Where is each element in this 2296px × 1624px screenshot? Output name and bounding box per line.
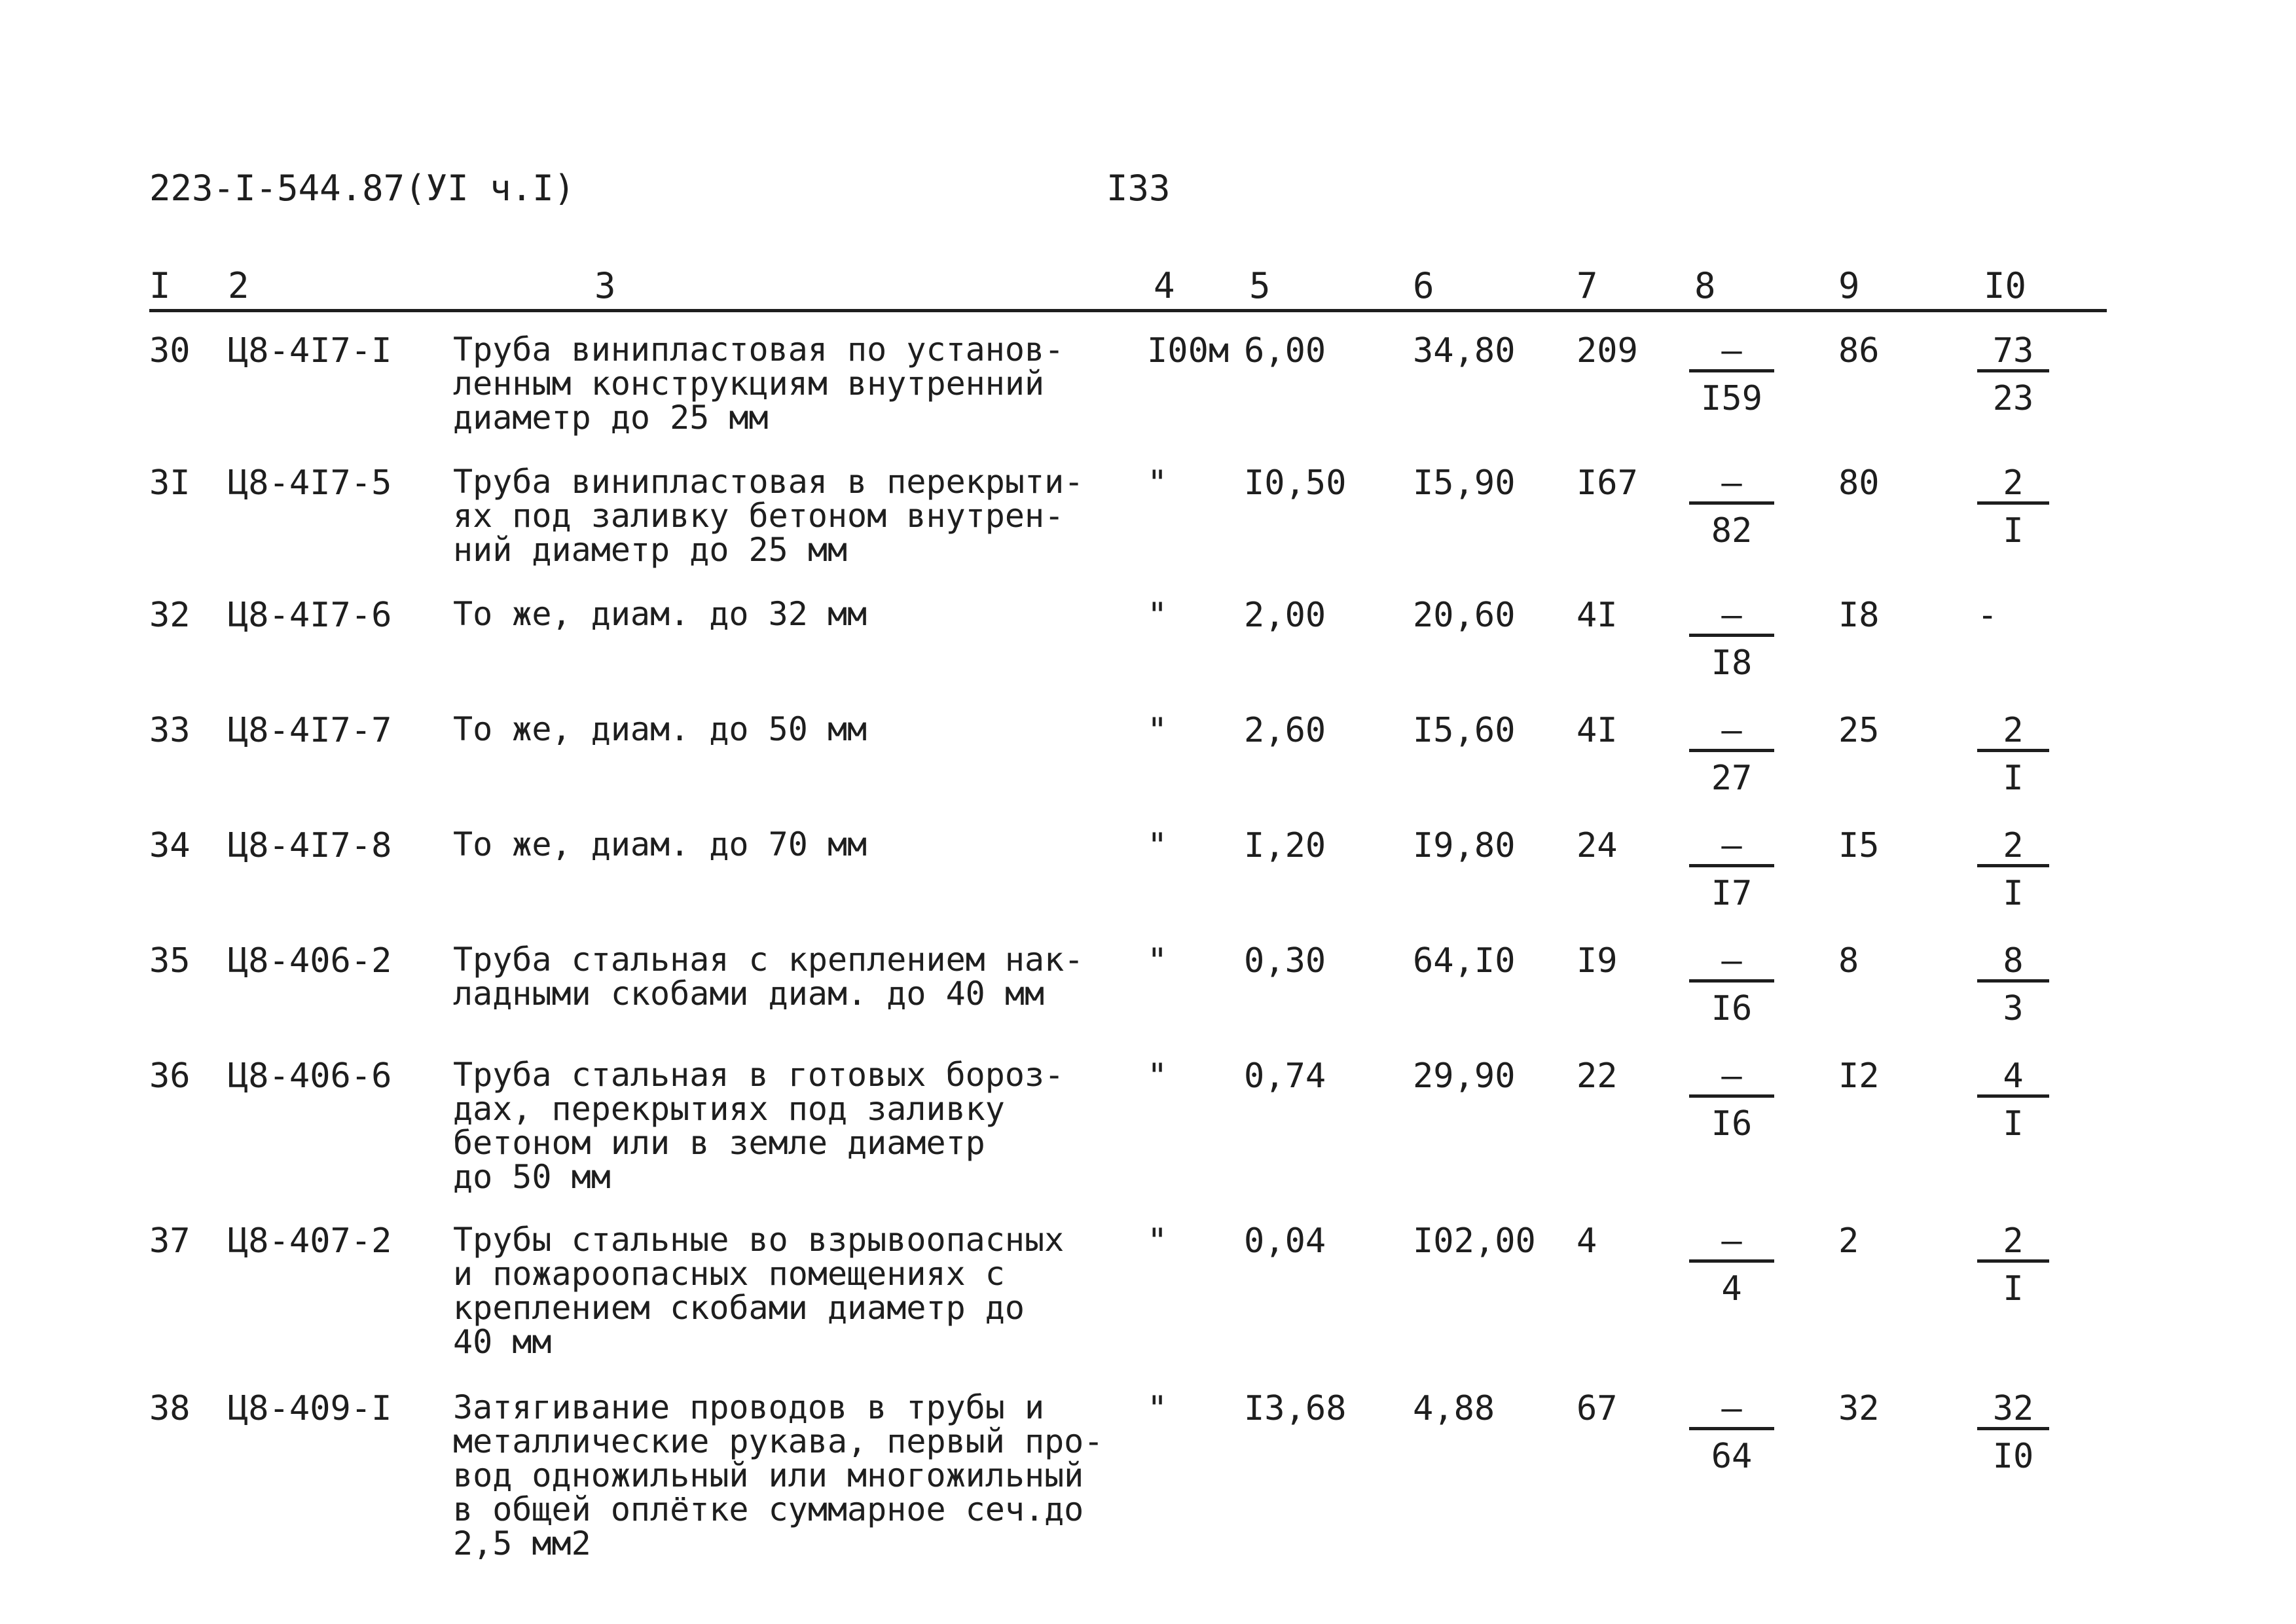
column-number: I0 xyxy=(1984,265,2027,306)
total-cell: 4I xyxy=(1576,711,1618,750)
fraction-numerator: – xyxy=(1689,712,1774,752)
row-number: 32 xyxy=(149,596,191,635)
row-number: 33 xyxy=(149,711,191,750)
total-cell: 67 xyxy=(1576,1389,1618,1428)
fraction-numerator: 4 xyxy=(1977,1058,2049,1098)
total-cell: 24 xyxy=(1576,826,1618,865)
description-line: То же, диам. до 70 мм xyxy=(453,825,867,863)
unit-cell: " xyxy=(1147,1056,1168,1096)
fraction-denominator: I59 xyxy=(1701,379,1762,418)
description-line: металлические рукава, первый про- xyxy=(453,1422,1104,1460)
column-number: 3 xyxy=(594,265,616,306)
description-line: диаметр до 25 мм xyxy=(453,399,769,437)
document-code: 223-I-544.87(УI ч.I) xyxy=(149,168,575,209)
col9-cell: 8 xyxy=(1838,941,1859,981)
quantity-cell: 6,00 xyxy=(1244,331,1326,370)
col9-cell: I8 xyxy=(1838,596,1880,635)
quantity-cell: I,20 xyxy=(1244,826,1326,865)
unit-price-cell: 64,I0 xyxy=(1413,941,1516,981)
quantity-cell: 2,60 xyxy=(1244,711,1326,750)
quantity-cell: 0,30 xyxy=(1244,941,1326,981)
description-line: Трубы стальные во взрывоопасных xyxy=(453,1221,1065,1259)
description-line: Труба стальная в готовых бороз- xyxy=(453,1056,1065,1094)
fraction-numerator: – xyxy=(1689,1390,1774,1430)
description-line: до 50 мм xyxy=(453,1158,611,1196)
fraction-col10 xyxy=(1977,1390,2049,1475)
total-cell: 4I xyxy=(1576,596,1618,635)
fraction-denominator: 27 xyxy=(1711,759,1753,798)
fraction-denominator: 64 xyxy=(1711,1437,1753,1476)
unit-cell: " xyxy=(1147,463,1168,503)
quantity-cell: 0,74 xyxy=(1244,1056,1326,1096)
unit-price-cell: 34,80 xyxy=(1413,331,1516,370)
quantity-cell: I3,68 xyxy=(1244,1389,1347,1428)
fraction-numerator: – xyxy=(1689,943,1774,983)
fraction-denominator: I6 xyxy=(1711,989,1753,1028)
column-number: 2 xyxy=(228,265,249,306)
unit-price-cell: I02,00 xyxy=(1413,1221,1536,1261)
page-number: I33 xyxy=(1106,168,1171,209)
work-description xyxy=(453,943,1147,1011)
fraction-col8 xyxy=(1689,712,1774,797)
fraction-denominator: 4 xyxy=(1721,1269,1742,1308)
col9-cell: I2 xyxy=(1838,1056,1880,1096)
header-rule xyxy=(149,309,2107,312)
fraction-numerator: – xyxy=(1689,465,1774,505)
description-line: ленным конструкциям внутренний xyxy=(453,365,1045,403)
row-number: 35 xyxy=(149,941,191,981)
work-description xyxy=(453,827,1147,861)
fraction-denominator: I xyxy=(2003,1269,2024,1308)
description-line: креплением скобами диаметр до xyxy=(453,1289,1025,1327)
fraction-denominator: I xyxy=(2003,759,2024,798)
unit-cell: I00м xyxy=(1147,331,1230,370)
quantity-cell: 0,04 xyxy=(1244,1221,1326,1261)
work-description xyxy=(453,1223,1147,1359)
column-number: 8 xyxy=(1694,265,1716,306)
fraction-numerator: 8 xyxy=(1977,943,2049,983)
fraction-col8 xyxy=(1689,1390,1774,1475)
quantity-cell: 2,00 xyxy=(1244,596,1326,635)
price-code: Ц8-406-6 xyxy=(228,1056,392,1096)
fraction-numerator: 73 xyxy=(1977,333,2049,372)
fraction-denominator: 3 xyxy=(2003,989,2024,1028)
fraction-numerator: – xyxy=(1689,1223,1774,1263)
col9-cell: 32 xyxy=(1838,1389,1880,1428)
unit-price-cell: 29,90 xyxy=(1413,1056,1516,1096)
fraction-col10 xyxy=(1977,827,2049,912)
column-number: 4 xyxy=(1154,265,1175,306)
col10-cell: - xyxy=(1977,596,1998,635)
price-code: Ц8-4I7-6 xyxy=(228,596,392,635)
row-number: 34 xyxy=(149,826,191,865)
col9-cell: I5 xyxy=(1838,826,1880,865)
price-code: Ц8-4I7-5 xyxy=(228,463,392,503)
total-cell: 209 xyxy=(1576,331,1638,370)
fraction-col8 xyxy=(1689,943,1774,1027)
fraction-denominator: I7 xyxy=(1711,874,1753,913)
col9-cell: 80 xyxy=(1838,463,1880,503)
description-line: Труба стальная с креплением нак- xyxy=(453,941,1084,979)
fraction-col8 xyxy=(1689,1223,1774,1307)
fraction-numerator: 2 xyxy=(1977,465,2049,505)
total-cell: 4 xyxy=(1576,1221,1597,1261)
col9-cell: 25 xyxy=(1838,711,1880,750)
unit-cell: " xyxy=(1147,596,1168,635)
unit-cell: " xyxy=(1147,1389,1168,1428)
price-code: Ц8-4I7-I xyxy=(228,331,392,370)
description-line: ладными скобами диам. до 40 мм xyxy=(453,975,1045,1013)
unit-price-cell: I5,90 xyxy=(1413,463,1516,503)
fraction-col10 xyxy=(1977,1058,2049,1142)
work-description xyxy=(453,712,1147,746)
work-description xyxy=(453,465,1147,567)
fraction-col10 xyxy=(1977,333,2049,417)
description-line: То же, диам. до 32 мм xyxy=(453,595,867,633)
total-cell: I67 xyxy=(1576,463,1638,503)
row-number: 30 xyxy=(149,331,191,370)
unit-cell: " xyxy=(1147,711,1168,750)
row-number: 37 xyxy=(149,1221,191,1261)
fraction-denominator: I xyxy=(2003,1104,2024,1144)
fraction-col8 xyxy=(1689,465,1774,549)
fraction-denominator: I0 xyxy=(1992,1437,2034,1476)
unit-cell: " xyxy=(1147,1221,1168,1261)
description-line: ний диаметр до 25 мм xyxy=(453,531,848,569)
fraction-col8 xyxy=(1689,827,1774,912)
fraction-numerator: – xyxy=(1689,597,1774,637)
fraction-numerator: – xyxy=(1689,1058,1774,1098)
fraction-denominator: I8 xyxy=(1711,643,1753,683)
fraction-numerator: 2 xyxy=(1977,1223,2049,1263)
column-number: I xyxy=(149,265,171,306)
fraction-denominator: I6 xyxy=(1711,1104,1753,1144)
work-description xyxy=(453,333,1147,435)
fraction-numerator: 32 xyxy=(1977,1390,2049,1430)
work-description xyxy=(453,1390,1147,1561)
description-line: Труба винипластовая по установ- xyxy=(453,331,1065,369)
description-line: 2,5 мм2 xyxy=(453,1525,591,1562)
column-number: 9 xyxy=(1838,265,1860,306)
unit-cell: " xyxy=(1147,941,1168,981)
column-number: 5 xyxy=(1249,265,1271,306)
description-line: То же, диам. до 50 мм xyxy=(453,710,867,748)
description-line: и пожароопасных помещениях с xyxy=(453,1255,1005,1293)
unit-price-cell: 4,88 xyxy=(1413,1389,1495,1428)
fraction-col10 xyxy=(1977,712,2049,797)
price-code: Ц8-409-I xyxy=(228,1389,392,1428)
unit-price-cell: 20,60 xyxy=(1413,596,1516,635)
work-description xyxy=(453,597,1147,631)
fraction-denominator: 82 xyxy=(1711,511,1753,550)
price-code: Ц8-407-2 xyxy=(228,1221,392,1261)
description-line: 40 мм xyxy=(453,1323,552,1361)
row-number: 3I xyxy=(149,463,191,503)
row-number: 36 xyxy=(149,1056,191,1096)
total-cell: 22 xyxy=(1576,1056,1618,1096)
column-number: 6 xyxy=(1413,265,1434,306)
fraction-col10 xyxy=(1977,1223,2049,1307)
fraction-col10 xyxy=(1977,465,2049,549)
col9-cell: 2 xyxy=(1838,1221,1859,1261)
price-code: Ц8-406-2 xyxy=(228,941,392,981)
fraction-numerator: – xyxy=(1689,827,1774,867)
description-line: бетоном или в земле диаметр xyxy=(453,1124,985,1162)
unit-price-cell: I9,80 xyxy=(1413,826,1516,865)
work-description xyxy=(453,1058,1147,1194)
fraction-col10 xyxy=(1977,943,2049,1027)
col9-cell: 86 xyxy=(1838,331,1880,370)
description-line: Затягивание проводов в трубы и xyxy=(453,1388,1045,1426)
description-line: вод одножильный или многожильный xyxy=(453,1456,1084,1494)
fraction-numerator: 2 xyxy=(1977,712,2049,752)
fraction-numerator: 2 xyxy=(1977,827,2049,867)
description-line: в общей оплётке суммарное сеч.до xyxy=(453,1490,1084,1528)
fraction-denominator: 23 xyxy=(1992,379,2034,418)
total-cell: I9 xyxy=(1576,941,1618,981)
unit-price-cell: I5,60 xyxy=(1413,711,1516,750)
fraction-col8 xyxy=(1689,333,1774,417)
fraction-col8 xyxy=(1689,1058,1774,1142)
description-line: дах, перекрытиях под заливку xyxy=(453,1090,1005,1128)
description-line: ях под заливку бетоном внутрен- xyxy=(453,497,1065,535)
unit-cell: " xyxy=(1147,826,1168,865)
fraction-denominator: I xyxy=(2003,511,2024,550)
column-number: 7 xyxy=(1576,265,1598,306)
fraction-col8 xyxy=(1689,597,1774,681)
quantity-cell: I0,50 xyxy=(1244,463,1347,503)
description-line: Труба винипластовая в перекрыти- xyxy=(453,463,1084,501)
row-number: 38 xyxy=(149,1389,191,1428)
column-number-header xyxy=(0,264,2296,310)
fraction-denominator: I xyxy=(2003,874,2024,913)
price-code: Ц8-4I7-7 xyxy=(228,711,392,750)
price-code: Ц8-4I7-8 xyxy=(228,826,392,865)
fraction-numerator: – xyxy=(1689,333,1774,372)
